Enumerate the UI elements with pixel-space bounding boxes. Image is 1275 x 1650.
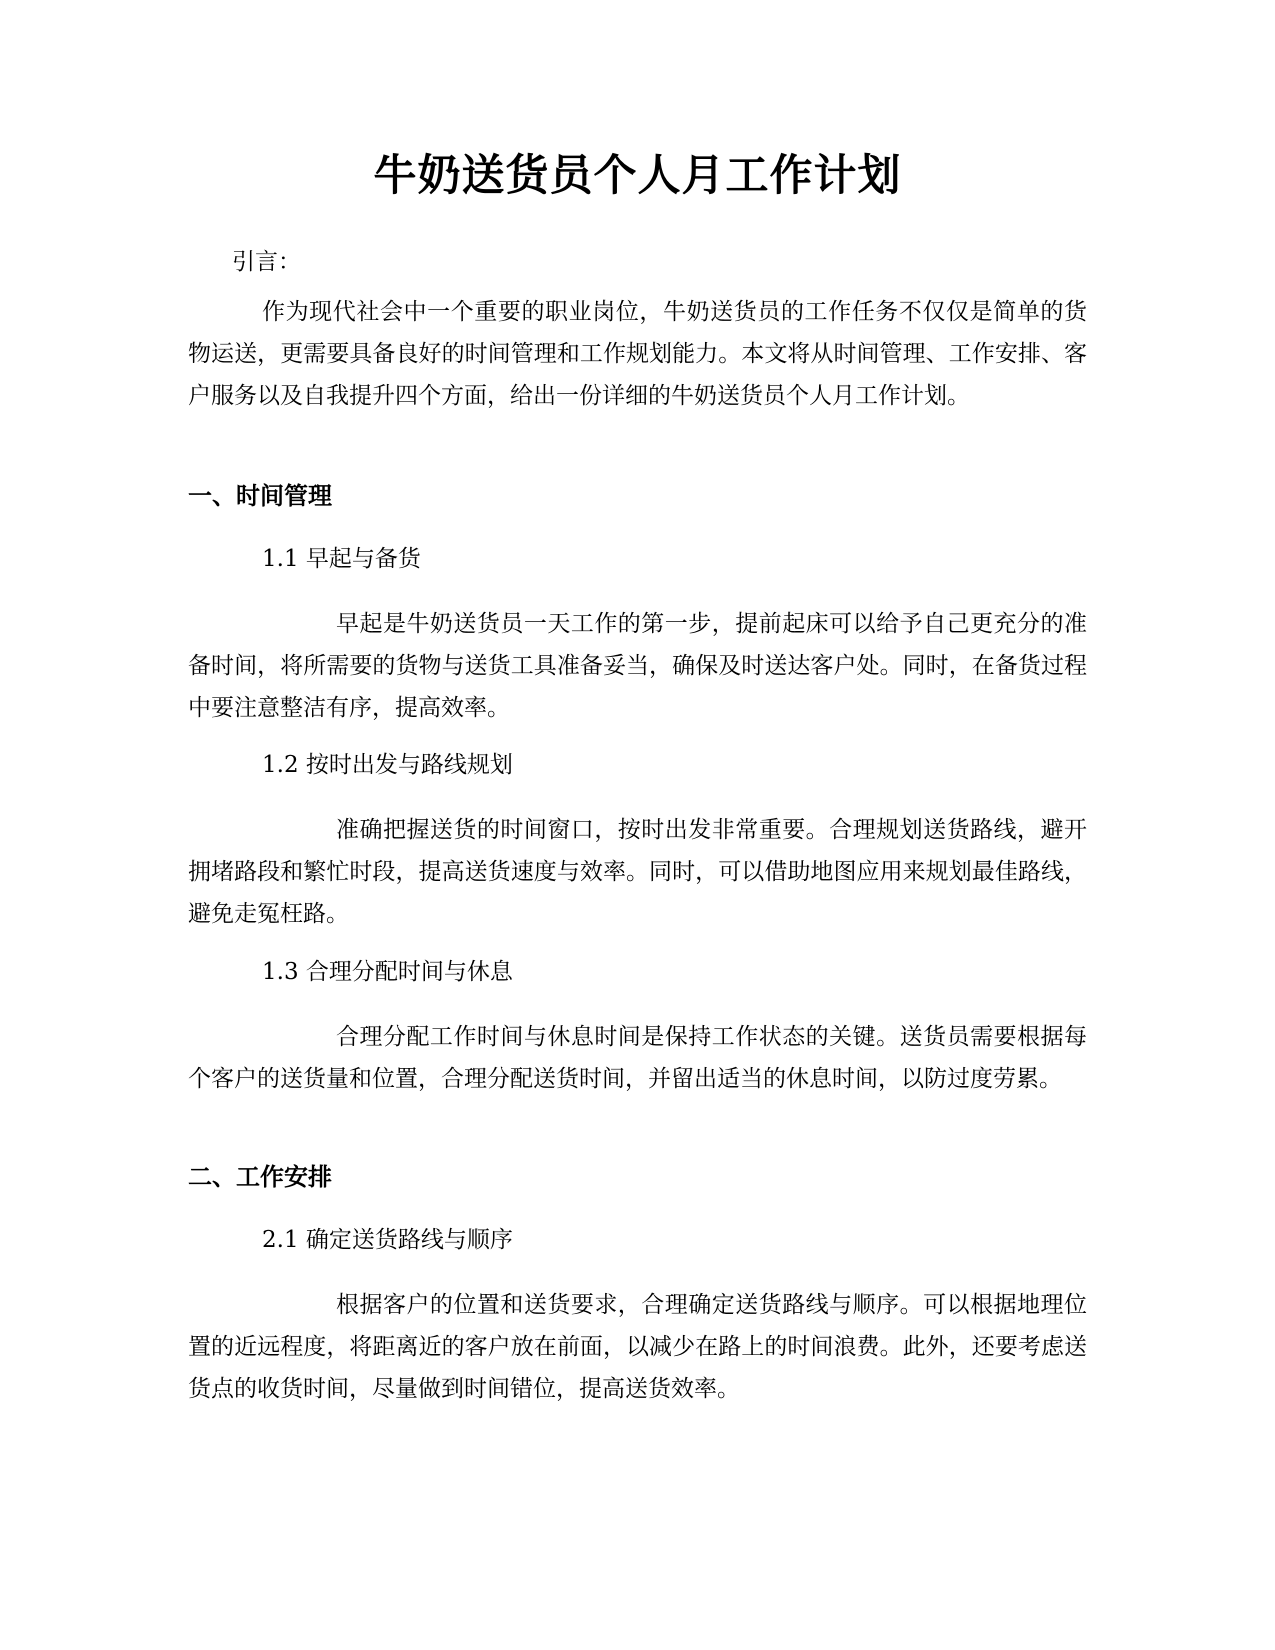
subsection-body-1-2: 准确把握送货的时间窗口，按时出发非常重要。合理规划送货路线，避开拥堵路段和繁忙时段，提高送货速度与效率。同时，可以借助地图应用来规划最佳路线，避免走冤枉路。 <box>188 817 1087 927</box>
intro-paragraph: 作为现代社会中一个重要的职业岗位，牛奶送货员的工作任务不仅仅是简单的货物运送，更需要具备良好的时间管理和工作规划能力。本文将从时间管理、工作安排、客户服务以及自我提升四个方面，给出一份详细的牛奶送货员个人月工作计划。 <box>188 299 1087 409</box>
section-heading-time-management: 一、时间管理 <box>188 482 332 510</box>
subsection-heading-1-3: 1.3 合理分配时间与休息 <box>262 959 513 985</box>
subsection-body-1-1: 早起是牛奶送货员一天工作的第一步，提前起床可以给予自己更充分的准备时间，将所需要的货物与送货工具准备妥当，确保及时送达客户处。同时，在备货过程中要注意整洁有序，提高效率。 <box>188 611 1087 721</box>
subsection-body-1-3: 合理分配工作时间与休息时间是保持工作状态的关键。送货员需要根据每个客户的送货量和位置，合理分配送货时间，并留出适当的休息时间，以防过度劳累。 <box>188 1024 1087 1092</box>
subsection-heading-2-1: 2.1 确定送货路线与顺序 <box>262 1227 513 1253</box>
intro-label: 引言： <box>232 249 301 275</box>
section-heading-work-arrangement: 二、工作安排 <box>188 1163 332 1191</box>
subsection-body-2-1: 根据客户的位置和送货要求，合理确定送货路线与顺序。可以根据地理位置的近远程度，将距离近的客户放在前面，以减少在路上的时间浪费。此外，还要考虑送货点的收货时间，尽量做到时间错位，提高送货效率。 <box>188 1292 1087 1402</box>
subsection-heading-1-1: 1.1 早起与备货 <box>262 546 421 572</box>
subsection-heading-1-2: 1.2 按时出发与路线规划 <box>262 752 513 778</box>
document-title: 牛奶送货员个人月工作计划 <box>373 151 902 201</box>
